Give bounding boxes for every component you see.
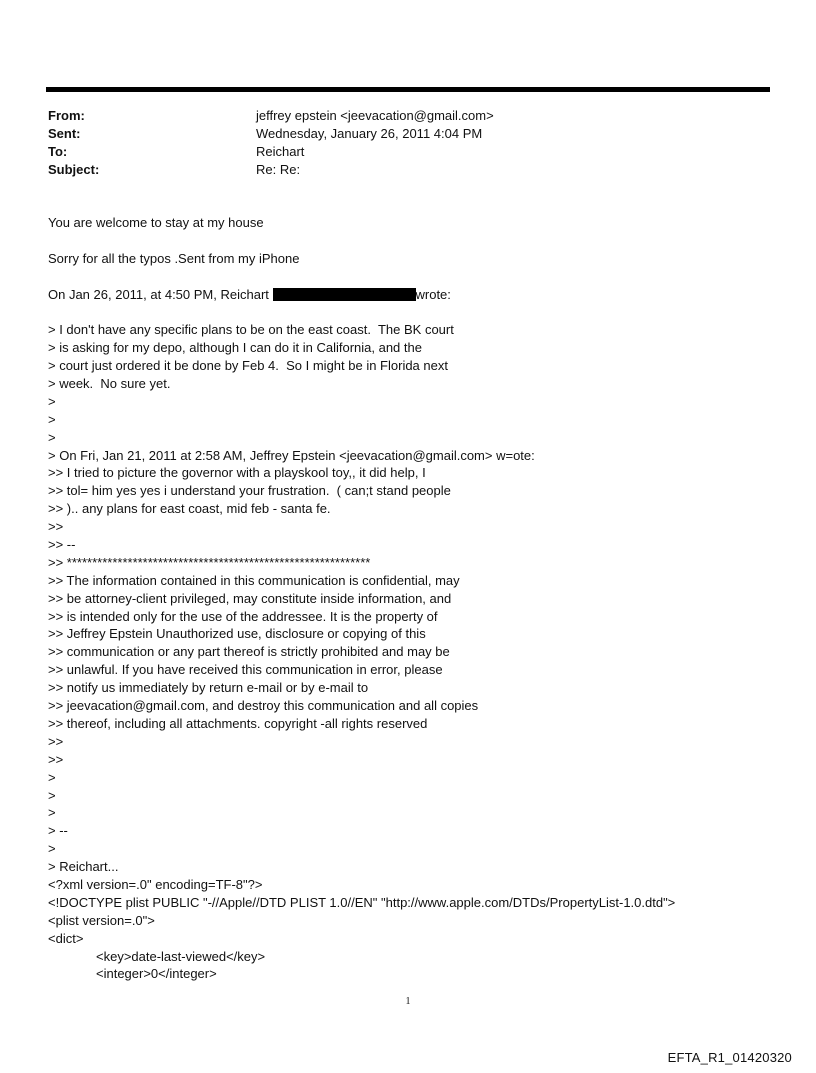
- quote-header: [48, 286, 778, 304]
- page-number: 1: [405, 996, 411, 1007]
- quote-header-wrote: wrote:: [415, 286, 451, 302]
- sent-label: Sent:: [48, 126, 81, 141]
- quoted-line: >> is intended only for the use of the addressee. It is the property of: [48, 608, 438, 624]
- quoted-line: >>: [48, 519, 64, 535]
- quoted-line: > Reichart...: [48, 859, 119, 875]
- from-value: jeffrey epstein <jeevacation@gmail.com>: [256, 108, 494, 123]
- redaction-bar: [273, 288, 416, 301]
- quoted-line: <key>date-last-viewed</key>: [96, 948, 266, 964]
- quoted-line: >> thereof, including all attachments. copyright -all rights reserved: [48, 715, 428, 731]
- quoted-line: > I don't have any specific plans to be on the east coast. The BK court: [48, 322, 454, 338]
- indented-text: [48, 948, 778, 984]
- quoted-line: >> notify us immediately by return e-mail or by e-mail to: [48, 680, 369, 696]
- quoted-line: > On Fri, Jan 21, 2011 at 2:58 AM, Jeffrey Epstein <jeevacation@gmail.com> w=ote:: [48, 447, 535, 463]
- quoted-line: >>: [48, 733, 64, 749]
- signature-line: Sorry for all the typos .Sent from my iPhone: [48, 250, 300, 266]
- quoted-line: >> Jeffrey Epstein Unauthorized use, disclosure or copying of this: [48, 626, 426, 642]
- header-rule: [46, 87, 770, 92]
- quoted-line: > --: [48, 823, 68, 839]
- quoted-line: >> be attorney-client privileged, may constitute inside information, and: [48, 590, 452, 606]
- subject-label: Subject:: [48, 162, 100, 177]
- quoted-line: >>: [48, 751, 64, 767]
- from-row: [48, 107, 748, 125]
- quoted-line: >: [48, 429, 56, 445]
- to-value: Reichart: [256, 144, 305, 159]
- quoted-line: >: [48, 393, 56, 409]
- quoted-line: >: [48, 411, 56, 427]
- to-row: [48, 143, 748, 161]
- quoted-line: >> ).. any plans for east coast, mid feb - santa fe.: [48, 501, 331, 517]
- quoted-line: >> I tried to picture the governor with a playskool toy,, it did help, I: [48, 465, 426, 481]
- quoted-line: >> jeevacation@gmail.com, and destroy this communication and all copies: [48, 698, 479, 714]
- to-label: To:: [48, 144, 68, 159]
- quoted-line: > week. No sure yet.: [48, 376, 171, 392]
- quoted-line: <plist version=.0">: [48, 912, 155, 928]
- subject-row: [48, 161, 748, 179]
- quoted-line: >> ************************************************************: [48, 554, 371, 570]
- sent-row: [48, 125, 748, 143]
- quoted-text: [48, 321, 778, 947]
- quoted-line: >: [48, 805, 56, 821]
- quoted-line: >: [48, 787, 56, 803]
- quote-header-text: On Jan 26, 2011, at 4:50 PM, Reichart: [48, 286, 273, 302]
- quoted-line: >: [48, 769, 56, 785]
- quoted-line: <!DOCTYPE plist PUBLIC "-//Apple//DTD PLIST 1.0//EN" "http://www.apple.com/DTDs/PropertyList-1.0.dtd">: [48, 894, 676, 910]
- quoted-line: >> communication or any part thereof is strictly prohibited and may be: [48, 644, 450, 660]
- sent-value: Wednesday, January 26, 2011 4:04 PM: [256, 126, 483, 141]
- from-label: From:: [48, 108, 85, 123]
- email-header: [48, 107, 748, 179]
- quoted-line: >> tol= him yes yes i understand your frustration. ( can;t stand people: [48, 483, 451, 499]
- quoted-line: > court just ordered it be done by Feb 4. So I might be in Florida next: [48, 358, 448, 374]
- quoted-line: >> unlawful. If you have received this communication in error, please: [48, 662, 443, 678]
- quoted-line: >> --: [48, 537, 76, 553]
- quoted-line: >> The information contained in this communication is confidential, may: [48, 572, 460, 588]
- quoted-line: <?xml version=.0" encoding=TF-8"?>: [48, 876, 263, 892]
- quoted-line: <dict>: [48, 930, 84, 946]
- quoted-line: > is asking for my depo, although I can do it in California, and the: [48, 340, 422, 356]
- quoted-line: >: [48, 841, 56, 857]
- subject-value: Re: Re:: [256, 162, 301, 177]
- document-id: EFTA_R1_01420320: [667, 1050, 792, 1065]
- email-body: [48, 214, 778, 983]
- intro-line: You are welcome to stay at my house: [48, 215, 264, 230]
- quoted-line: <integer>0</integer>: [96, 966, 217, 982]
